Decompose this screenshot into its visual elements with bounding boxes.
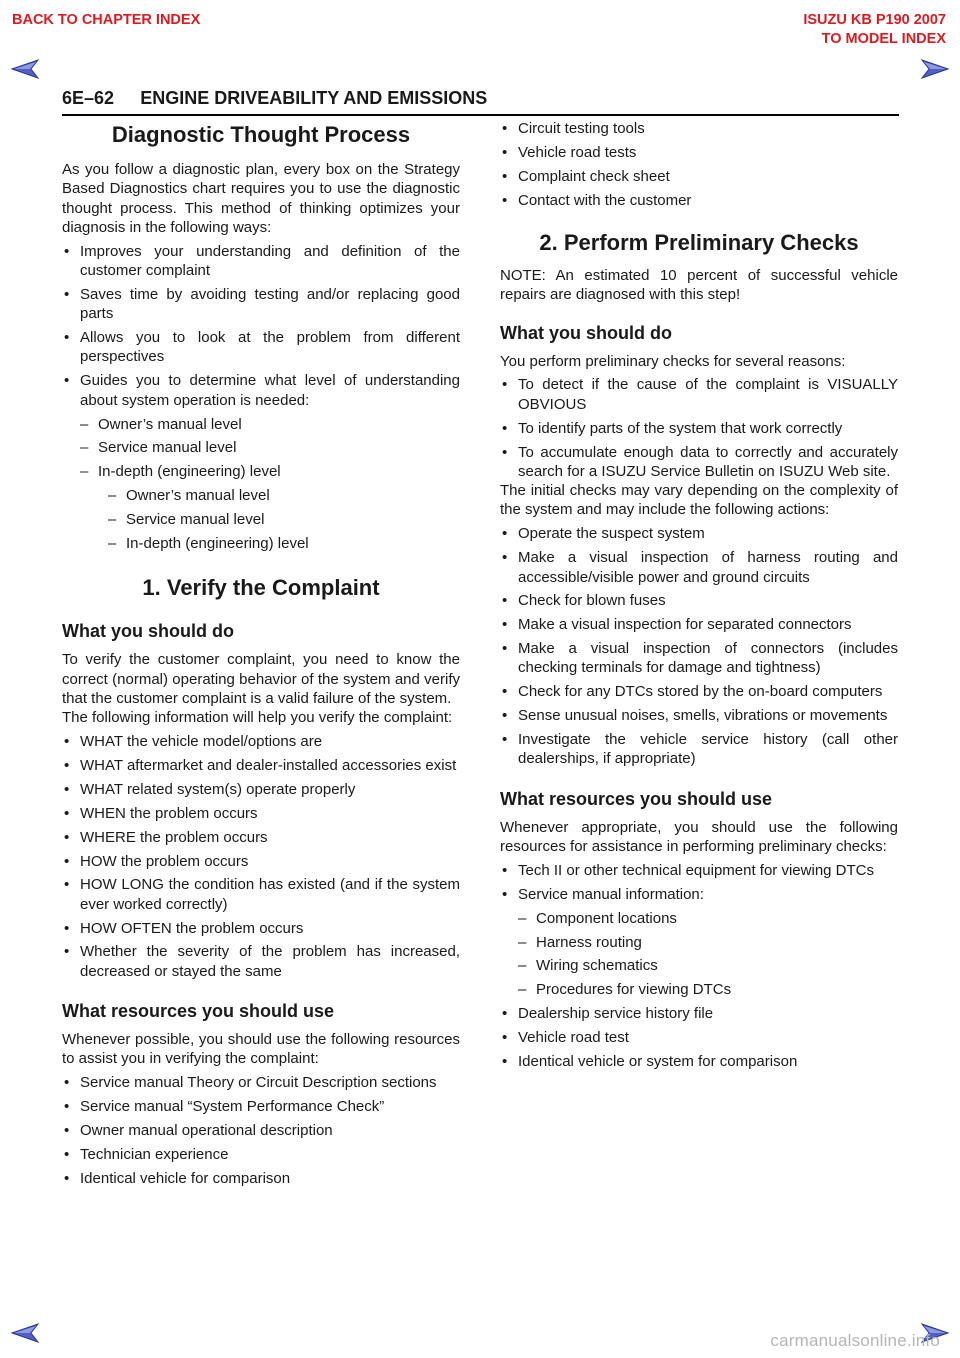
list-item: – Service manual level [62,510,460,529]
next-page-arrow-icon[interactable] [920,58,950,80]
list-item: • HOW OFTEN the problem occurs [62,919,460,938]
list-item: – Owner’s manual level [62,415,460,434]
prelim-resources-heading: What resources you should use [500,788,773,809]
list-item: • Complaint check sheet [500,167,898,186]
diagnostic-thought-process-heading: Diagnostic Thought Process [111,122,411,147]
reasons-paragraph: You perform preliminary checks for several reasons: [500,352,846,370]
list-item: • Make a visual inspection of connectors (includes checking terminals for damage and tightness) [500,639,898,678]
list-item: • Service manual Theory or Circuit Description sections [62,1073,460,1092]
list-item: • WHERE the problem occurs [62,828,460,847]
levels-list [62,415,460,482]
prelim-should-do-heading: What you should do [500,322,672,343]
list-item: – Component locations [500,909,898,928]
verify-resources-heading: What resources you should use [62,1001,335,1022]
right-column [500,120,898,1071]
actions-list [500,524,898,768]
service-manual-info-list [500,909,898,1000]
list-item: • Tech II or other technical equipment for viewing DTCs [500,861,898,880]
list-item: • Operate the suspect system [500,524,898,543]
list-item: • WHEN the problem occurs [62,804,460,823]
verify-should-do-heading: What you should do [62,621,234,642]
list-item: – In-depth (engineering) level [62,462,460,481]
list-item: – In-depth (engineering) level [62,534,460,553]
list-item: • Identical vehicle for comparison [62,1169,460,1188]
list-item: • To accumulate enough data to correctly and accurately search for a ISUZU Service Bulletin on ISUZU Web site. [500,443,898,482]
list-item: – Procedures for viewing DTCs [500,980,898,999]
list-item: • WHAT related system(s) operate properly [62,780,460,799]
previous-page-arrow-icon[interactable] [10,58,40,80]
list-item: • Saves time by avoiding testing and/or replacing good parts [62,285,460,324]
prelim-resources-paragraph: Whenever appropriate, you should use the following resources for assistance in performing preliminary checks: [500,818,898,856]
watermark: carmanualsonline.info [770,1330,940,1350]
section-title: ENGINE DRIVEABILITY AND EMISSIONS [140,88,488,108]
list-item: • Check for any DTCs stored by the on-board computers [500,682,898,701]
preliminary-checks-heading: 2. Perform Preliminary Checks [539,229,859,255]
list-item: – Owner’s manual level [62,486,460,505]
list-item: • Improves your understanding and definition of the customer complaint [62,242,460,281]
section-code: 6E–62 [62,88,115,108]
list-item: • WHAT the vehicle model/options are [62,732,460,751]
list-item: • Investigate the vehicle service history (call other dealerships, if appropriate) [500,730,898,769]
benefits-list [62,242,460,410]
list-item: • Contact with the customer [500,191,898,210]
page-header [62,86,899,116]
list-item: • Make a visual inspection of harness routing and accessible/visible power and ground circuits [500,548,898,587]
note-paragraph: NOTE: An estimated 10 percent of successful vehicle repairs are diagnosed with this step! [500,266,898,304]
verify-paragraph-1: To verify the customer complaint, you need to know the correct (normal) operating behavior of the system and verify that the customer complaint is a valid failure of the system. [62,651,460,707]
prelim-resources-list-a [500,861,898,904]
list-item: • Make a visual inspection for separated connectors [500,615,898,634]
list-item: • Service manual information: [500,885,898,904]
previous-page-bottom-arrow-icon[interactable] [10,1322,40,1344]
model-index-link[interactable]: TO MODEL INDEX [821,31,946,47]
list-item: – Wiring schematics [500,956,898,975]
verify-resources-list [62,1073,460,1188]
sublevels-list [62,486,460,553]
verify-complaint-heading: 1. Verify the Complaint [142,575,380,601]
verify-resources-paragraph: Whenever possible, you should use the following resources to assist you in verifying the complaint: [62,1031,460,1068]
continued-tools-list [500,119,898,210]
list-item: – Harness routing [500,933,898,952]
left-column [62,120,460,1188]
list-item: • Sense unusual noises, smells, vibrations or movements [500,706,898,725]
list-item: • Circuit testing tools [500,119,898,138]
list-item: • Check for blown fuses [500,591,898,610]
list-item: • To detect if the cause of the complaint is VISUALLY OBVIOUS [500,375,898,414]
list-item: • Technician experience [62,1145,460,1164]
list-item: • Allows you to look at the problem from different perspectives [62,328,460,367]
back-to-chapter-index-link[interactable]: BACK TO CHAPTER INDEX [12,12,201,28]
list-item: • Guides you to determine what level of understanding about system operation is needed: [62,371,460,410]
initial-checks-paragraph: The initial checks may vary depending on the complexity of the system and may include the following actions: [500,482,898,519]
list-item: • Service manual “System Performance Check” [62,1097,460,1116]
list-item: • Identical vehicle or system for comparison [500,1052,898,1071]
prelim-resources-list-b [500,1004,898,1071]
list-item: • To identify parts of the system that work correctly [500,419,898,438]
list-item: • Vehicle road test [500,1028,898,1047]
verify-paragraph-2: The following information will help you verify the complaint: [62,709,453,727]
intro-paragraph: As you follow a diagnostic plan, every box on the Strategy Based Diagnostics chart requires you to use the diagnostic thought process. This method of thinking optimizes your diagnosis in the following ways: [62,161,460,236]
model-title-link[interactable]: ISUZU KB P190 2007 [803,12,946,28]
list-item: • WHAT aftermarket and dealer-installed accessories exist [62,756,460,775]
list-item: – Service manual level [62,438,460,457]
list-item: • Dealership service history file [500,1004,898,1023]
list-item: • Whether the severity of the problem has increased, decreased or stayed the same [62,942,460,981]
list-item: • Vehicle road tests [500,143,898,162]
list-item: • HOW the problem occurs [62,852,460,871]
reasons-list [500,375,898,481]
list-item: • HOW LONG the condition has existed (and if the system ever worked correctly) [62,875,460,914]
verify-list [62,732,460,981]
list-item: • Owner manual operational description [62,1121,460,1140]
